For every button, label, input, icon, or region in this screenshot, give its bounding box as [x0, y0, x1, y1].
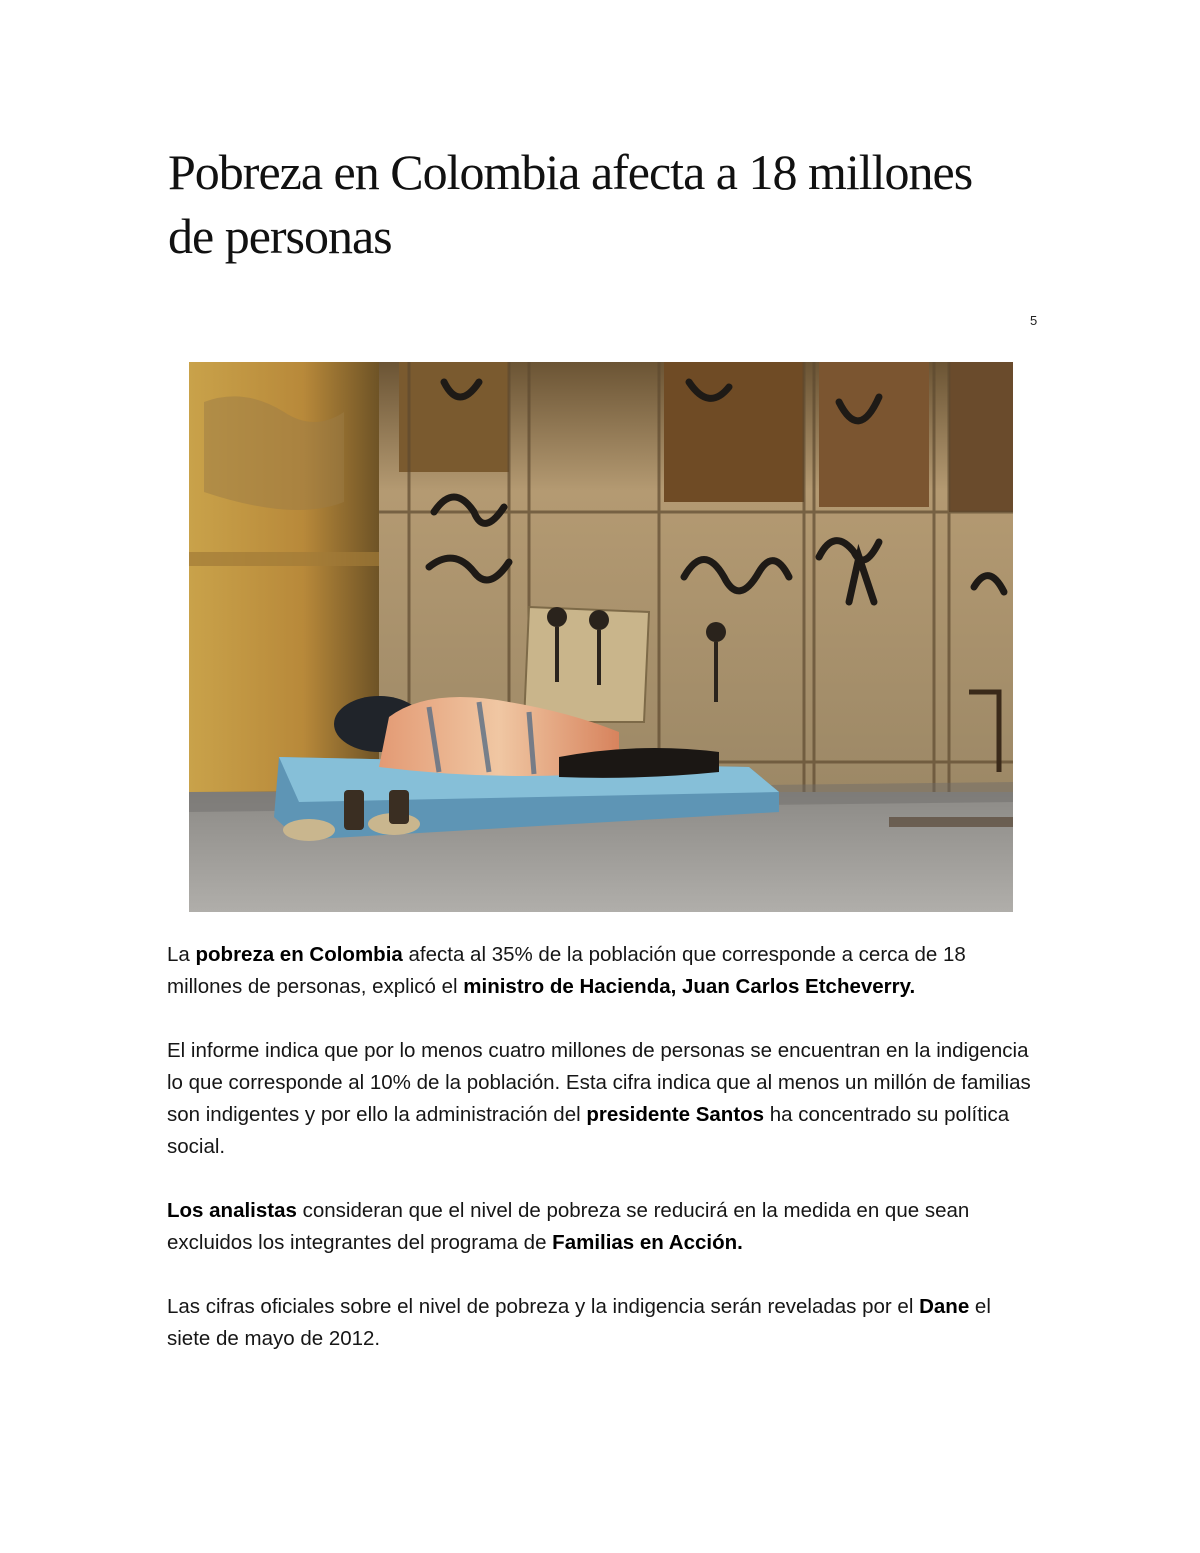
- paragraph-4: [167, 1291, 1037, 1355]
- bold-text: pobreza en Colombia: [195, 943, 403, 966]
- bold-text: ministro de Hacienda, Juan Carlos Etcheverry.: [463, 975, 916, 998]
- bold-text: Familias en Acción.: [552, 1231, 743, 1254]
- article-body: [167, 939, 1037, 1387]
- bold-text: presidente Santos: [586, 1103, 765, 1126]
- paragraph-text: afecta al 35% de la población que corresponde a cerca de 18 millones de personas, explicó el: [167, 943, 966, 998]
- paragraph-text: La: [167, 943, 196, 966]
- bold-text: Dane: [919, 1295, 970, 1318]
- paragraph-text: consideran que el nivel de pobreza se reducirá en la medida en que sean excluidos los integrantes del programa de: [167, 1199, 970, 1254]
- paragraph-text: el siete de mayo de 2012.: [167, 1295, 991, 1350]
- article-photo: [189, 362, 1013, 912]
- bold-text: Los analistas: [167, 1199, 297, 1222]
- paragraph-text: ha concentrado su política social.: [167, 1103, 1010, 1158]
- article-title: Pobreza en Colombia afecta a 18 millones de personas: [168, 144, 973, 264]
- share-count: 5: [1030, 313, 1038, 328]
- paragraph-text: El informe indica que por lo menos cuatro millones de personas se encuentran en la indigencia lo que corresponde al 10% de la población. Esta cifra indica que al menos un millón de familias son indigentes y por ello la administración del: [167, 1039, 1031, 1126]
- paragraph-text: Las cifras oficiales sobre el nivel de pobreza y la indigencia serán reveladas por el: [167, 1295, 920, 1318]
- paragraph-1: [167, 939, 1037, 1003]
- paragraph-3: [167, 1195, 1037, 1259]
- paragraph-2: [167, 1035, 1037, 1163]
